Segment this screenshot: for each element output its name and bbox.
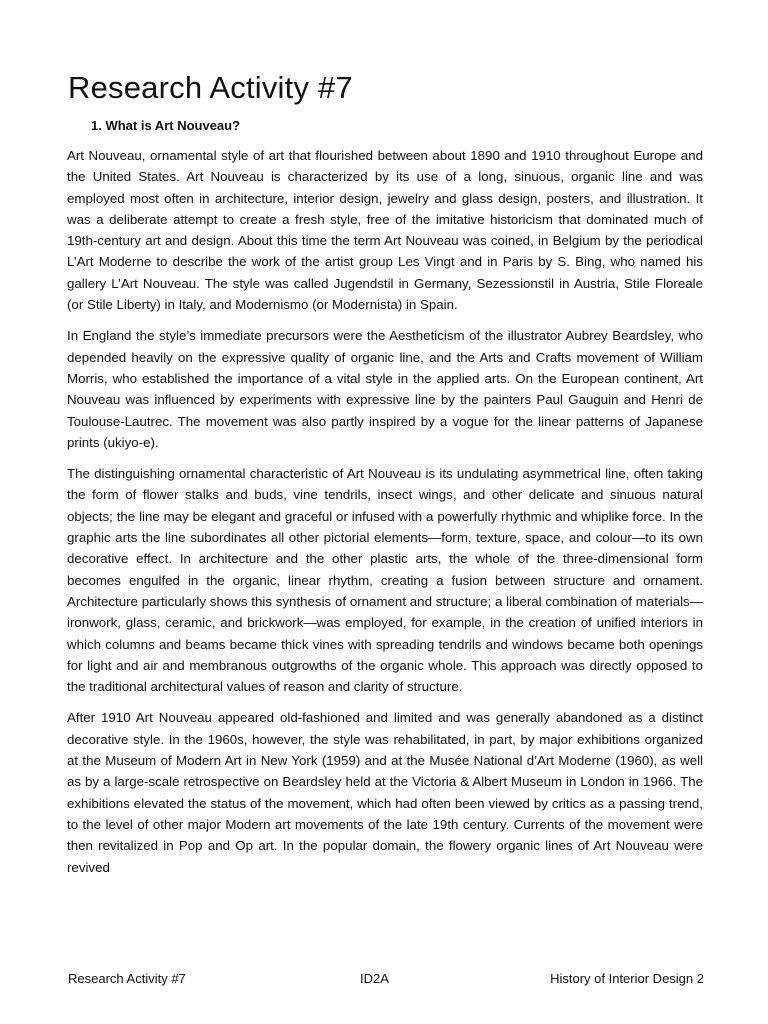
footer-left: Research Activity #7 [68,971,186,986]
paragraph-4: After 1910 Art Nouveau appeared old-fashioned and limited and was generally abandoned as a distinct decorative style. In the 1960s, however, the style was rehabilitated, in part, by major exhibitions organized at the Museum of Modern Art in New York (1959) and at the Musée National d’Art Moderne (1960), as well as by a large-scale retrospective on Beardsley held at the Victoria & Albert Museum in London in 1966. The exhibitions elevated the status of the movement, which had often been viewed by critics as a passing trend, to the level of other major Modern art movements of the late 19th century. Currents of the movement were then revitalized in Pop and Op art. In the popular domain, the flowery organic lines of Art Nouveau were revived [67,710,703,875]
footer-center: ID2A [360,971,389,986]
footer-right: History of Interior Design 2 [550,971,704,986]
paragraph-3: The distinguishing ornamental characteristic of Art Nouveau is its undulating asymmetrical line, often taking the form of flower stalks and buds, vine tendrils, insect wings, and other delicate and sinuous natural objects; the line may be elegant and graceful or infused with a powerfully rhythmic and whiplike force. In the graphic arts the line subordinates all other pictorial elements—form, texture, space, and colour—to its own decorative effect. In architecture and the other plastic arts, the whole of the three-dimensional form becomes engulfed in the organic, linear rhythm, creating a fusion between structure and ornament. Architecture particularly shows this synthesis of ornament and structure; a liberal combination of materials—ironwork, glass, ceramic, and brickwork—was employed, for example, in the creation of unified interiors in which columns and beams became thick vines with spreading tendrils and windows became both openings for light and air and membranous outgrowths of the organic whole. This approach was directly opposed to the traditional architectural values of reason and clarity of structure. [67,466,703,695]
question-heading: 1. What is Art Nouveau? [91,118,241,133]
page-title: Research Activity #7 [68,70,353,105]
page-footer [68,971,704,989]
body-text [67,145,703,888]
paragraph-1: Art Nouveau, ornamental style of art that flourished between about 1890 and 1910 throughout Europe and the United States. Art Nouveau is characterized by its use of a long, sinuous, organic line and was employed most often in architecture, interior design, jewelry and glass design, posters, and illustration. It was a deliberate attempt to create a fresh style, free of the imitative historicism that dominated much of 19th-century art and design. About this time the term Art Nouveau was coined, in Belgium by the periodical L’Art Moderne to describe the work of the artist group Les Vingt and in Paris by S. Bing, who named his gallery L’Art Nouveau. The style was called Jugendstil in Germany, Sezessionstil in Austria, Stile Floreale (or Stile Liberty) in Italy, and Modernismo (or Modernista) in Spain. [67,148,703,313]
paragraph-2: In England the style’s immediate precursors were the Aestheticism of the illustrator Aubrey Beardsley, who depended heavily on the expressive quality of organic line, and the Arts and Crafts movement of William Morris, who established the importance of a vital style in the applied arts. On the European continent, Art Nouveau was influenced by experiments with expressive line by the painters Paul Gauguin and Henri de Toulouse-Lautrec. The movement was also partly inspired by a vogue for the linear patterns of Japanese prints (ukiyo-e). [67,328,703,450]
